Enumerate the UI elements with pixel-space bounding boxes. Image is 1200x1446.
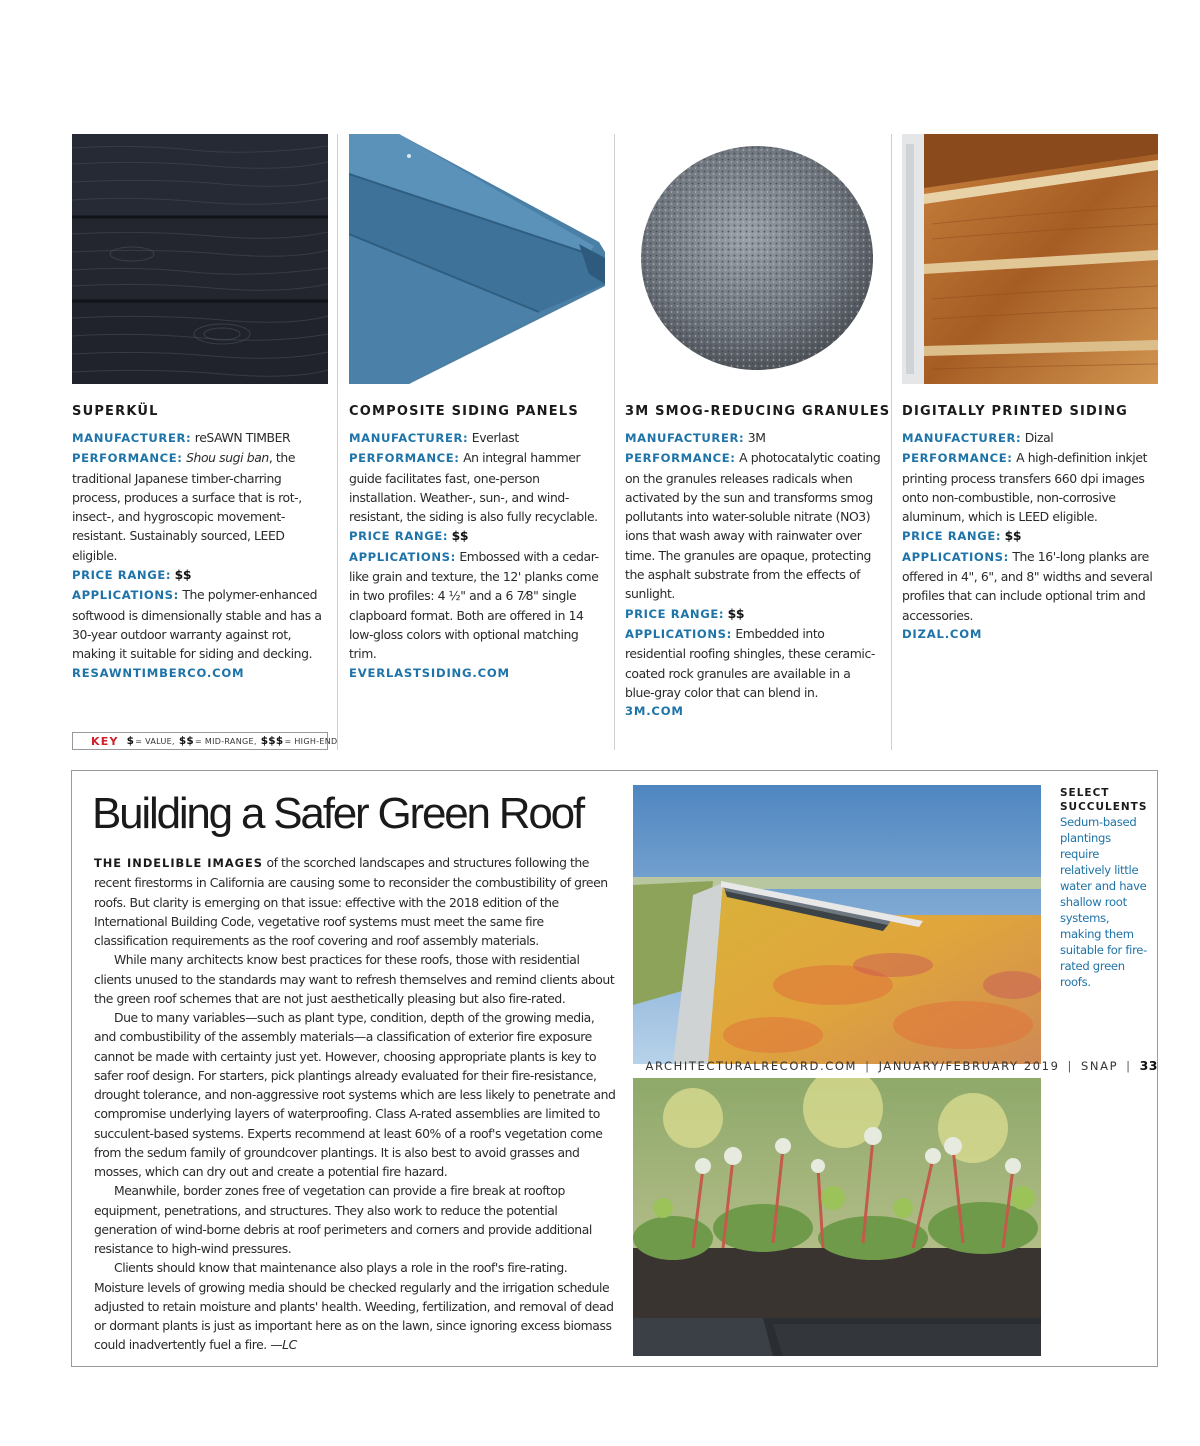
price-label: PRICE RANGE: — [349, 529, 449, 544]
footer-separator: | — [1067, 1059, 1073, 1073]
feature-paragraph: While many architects know best practices for these roofs, those with residential clients unused to the standards may want to refresh themselves and remind clients about the green roof schemes that are not just aesthetically pleasing but also fire-rated. — [94, 952, 615, 1006]
product-info — [625, 404, 891, 721]
product-url-link[interactable]: RESAWNTIMBERCO.COM — [72, 665, 245, 680]
footer-separator: | — [865, 1059, 871, 1073]
feature-paragraph-text: Clients should know that maintenance also plays a role in the roof's fire-rating. Moisture levels of growing media should be checked regularly and the irrigation schedule adjusted to retain moisture and plants' health. Weeding, fertilization, and removal of dead or dormant plants is just as important here as on the lawn, since ignoring excess biomass could inadvertently fuel a fire. — [94, 1260, 614, 1353]
applications-value: Embedded into residential roofing shingles, these ceramic-coated rock granules are available in a blue-gray color that can blend in. — [625, 625, 875, 700]
column-divider — [614, 134, 615, 750]
manufacturer-label: MANUFACTURER: — [902, 431, 1022, 445]
product-description — [72, 428, 328, 683]
product-title: 3M SMOG-REDUCING GRANULES — [625, 404, 891, 419]
column-divider — [337, 134, 338, 750]
product-info — [72, 404, 328, 683]
sedum-planting-photo — [633, 1078, 1041, 1356]
column-divider — [891, 134, 892, 750]
photo-caption — [1060, 786, 1150, 990]
product-title: SUPERKÜL — [72, 404, 159, 419]
performance-label: PERFORMANCE: — [349, 451, 460, 466]
caption-heading: SELECT SUCCULENTS — [1060, 787, 1148, 813]
caption-text: Sedum-based plantings require relatively little water and have shallow root systems, making them suitable for fire-rated green roofs. — [1060, 815, 1148, 989]
applications-value: The polymer-enhanced softwood is dimensionally stable and has a 30-year outdoor warranty against rot, making it suitable for siding and decking. — [72, 587, 322, 662]
applications-value: Embossed with a cedar-like grain and texture, the 12' planks come in two profiles: 4 ½" and a 6 7⁄8" single clapboard format. Both are offered in 14 low-gloss colors with optional matching trim. — [349, 548, 599, 662]
performance-italic: Shou sugi ban — [186, 450, 269, 466]
performance-value: A high-definition inkjet printing process transfers 660 dpi images onto non-combustible, non-corrosive aluminum, which is LEED eligible. — [902, 450, 1148, 525]
feature-paragraph — [94, 853, 616, 950]
manufacturer-value: 3M — [747, 430, 766, 445]
key-symbol-high: $$$ — [260, 735, 284, 747]
feature-body — [94, 853, 616, 1355]
applications-label: APPLICATIONS: — [625, 626, 732, 641]
product-description — [625, 428, 881, 721]
applications-label: APPLICATIONS: — [349, 549, 456, 564]
footer-separator: | — [1126, 1059, 1132, 1073]
performance-label: PERFORMANCE: — [902, 451, 1013, 466]
key-symbol-mid: $$ — [178, 735, 195, 747]
feature-lead: THE INDELIBLE IMAGES — [94, 856, 263, 870]
product-info — [349, 404, 605, 683]
product-info — [902, 404, 1158, 644]
performance-value: A photocatalytic coating on the granules releases radicals when activated by the sun and transforms smog pollutants into water-soluble nitrate (NO3) ions that wash away with rainwater over time. The granules are opaque, protecting the asphalt substrate from the effects of sunlight. — [625, 450, 881, 602]
manufacturer-label: MANUFACTURER: — [625, 431, 745, 445]
product-url-link[interactable]: DIZAL.COM — [902, 626, 983, 641]
feature-title: Building a Safer Green Roof — [92, 789, 583, 838]
key-text-high: = HIGH-END — [284, 736, 338, 746]
green-roof-photo — [633, 785, 1041, 1064]
price-label: PRICE RANGE: — [902, 529, 1002, 544]
footer-site: ARCHITECTURALRECORD.COM — [645, 1059, 858, 1073]
woodgrain-aluminum-planks-image — [902, 134, 1158, 384]
key-text-value: = VALUE, — [135, 736, 175, 746]
price-key — [72, 732, 338, 750]
feature-paragraph-text: of the scorched landscapes and structures following the recent firestorms in California are causing some to reconsider the combustibility of green roofs. But clarity is emerging on that issue: effective with the 2018 edition of the International Building Code, vegetative roof systems must meet the same fire classification requirements as the roof covering and roof assembly materials. — [94, 855, 608, 948]
performance-label: PERFORMANCE: — [625, 451, 736, 466]
feature-paragraph — [94, 1258, 616, 1354]
footer-section: SNAP — [1081, 1059, 1119, 1073]
product-description — [349, 428, 605, 683]
author-signoff: —LC — [266, 1337, 297, 1353]
product-description — [902, 428, 1158, 644]
product-url-link[interactable]: 3M.COM — [625, 704, 684, 719]
price-value: $$ — [451, 528, 469, 544]
manufacturer-value: Dizal — [1024, 430, 1054, 445]
product-url-link[interactable]: EVERLASTSIDING.COM — [349, 665, 510, 680]
key-label: KEY — [91, 734, 119, 748]
price-label: PRICE RANGE: — [625, 606, 725, 621]
page-number: 33 — [1139, 1058, 1158, 1073]
performance-value: , the traditional Japanese timber-charring process, produces a surface that is rot-, insect-, and hygroscopic movement-resistant. Sustainably sourced, LEED eligible. — [72, 450, 302, 563]
performance-value: An integral hammer guide facilitates fast, one-person installation. Weather-, sun-, and wind-resistant, the siding is also fully recyclable. — [349, 450, 598, 525]
manufacturer-value: reSAWN TIMBER — [194, 430, 291, 445]
charred-wood-siding-image — [72, 134, 328, 384]
price-value: $$ — [727, 605, 745, 621]
footer-issue: JANUARY/FEBRUARY 2019 — [878, 1059, 1060, 1073]
manufacturer-label: MANUFACTURER: — [349, 431, 469, 445]
price-value: $$ — [1004, 528, 1022, 544]
key-text-mid: = MID-RANGE, — [195, 736, 257, 746]
product-title: DIGITALLY PRINTED SIDING — [902, 404, 1129, 419]
applications-label: APPLICATIONS: — [72, 588, 179, 603]
product-title: COMPOSITE SIDING PANELS — [349, 404, 579, 419]
price-value: $$ — [174, 567, 192, 583]
price-label: PRICE RANGE: — [72, 568, 172, 583]
feature-paragraph: Meanwhile, border zones free of vegetation can provide a fire break at rooftop equipment, penetrations, and structures. They also work to reduce the potential generation of wind-borne debris at roof perimeters and corners and provide additional resistance to high-wind pressures. — [94, 1183, 592, 1256]
blue-composite-panels-image — [349, 134, 605, 384]
gray-rock-granules-image — [625, 134, 881, 384]
applications-value: The 16'-long planks are offered in 4", 6", and 8" widths and several profiles that can include optional trim and accessories. — [902, 548, 1153, 623]
performance-label: PERFORMANCE: — [72, 451, 183, 466]
key-symbol-value: $ — [126, 735, 135, 747]
manufacturer-label: MANUFACTURER: — [72, 431, 192, 445]
manufacturer-value: Everlast — [471, 430, 519, 445]
applications-label: APPLICATIONS: — [902, 549, 1009, 564]
product-grid — [72, 134, 1158, 750]
feature-paragraph: Due to many variables—such as plant type, condition, depth of the growing media, and combustibility of the assembly materials—a classification of exterior fire exposure cannot be made with certainty just yet. However, choosing appropriate plants is key to safer roof design. For starters, pick plantings already evaluated for their fire-resistance, drought tolerance, and non-aggressive root systems which are less likely to penetrate and compromise underlying layers of waterproofing. Class A-rated assemblies are limited to succulent-based systems. Experts recommend at least 60% of a roof's vegetation come from the sedum family of groundcover plantings. It is also best to avoid grasses and mosses, which can dry out and create a potential fire hazard. — [94, 1010, 616, 1179]
page-footer — [646, 1058, 1158, 1073]
